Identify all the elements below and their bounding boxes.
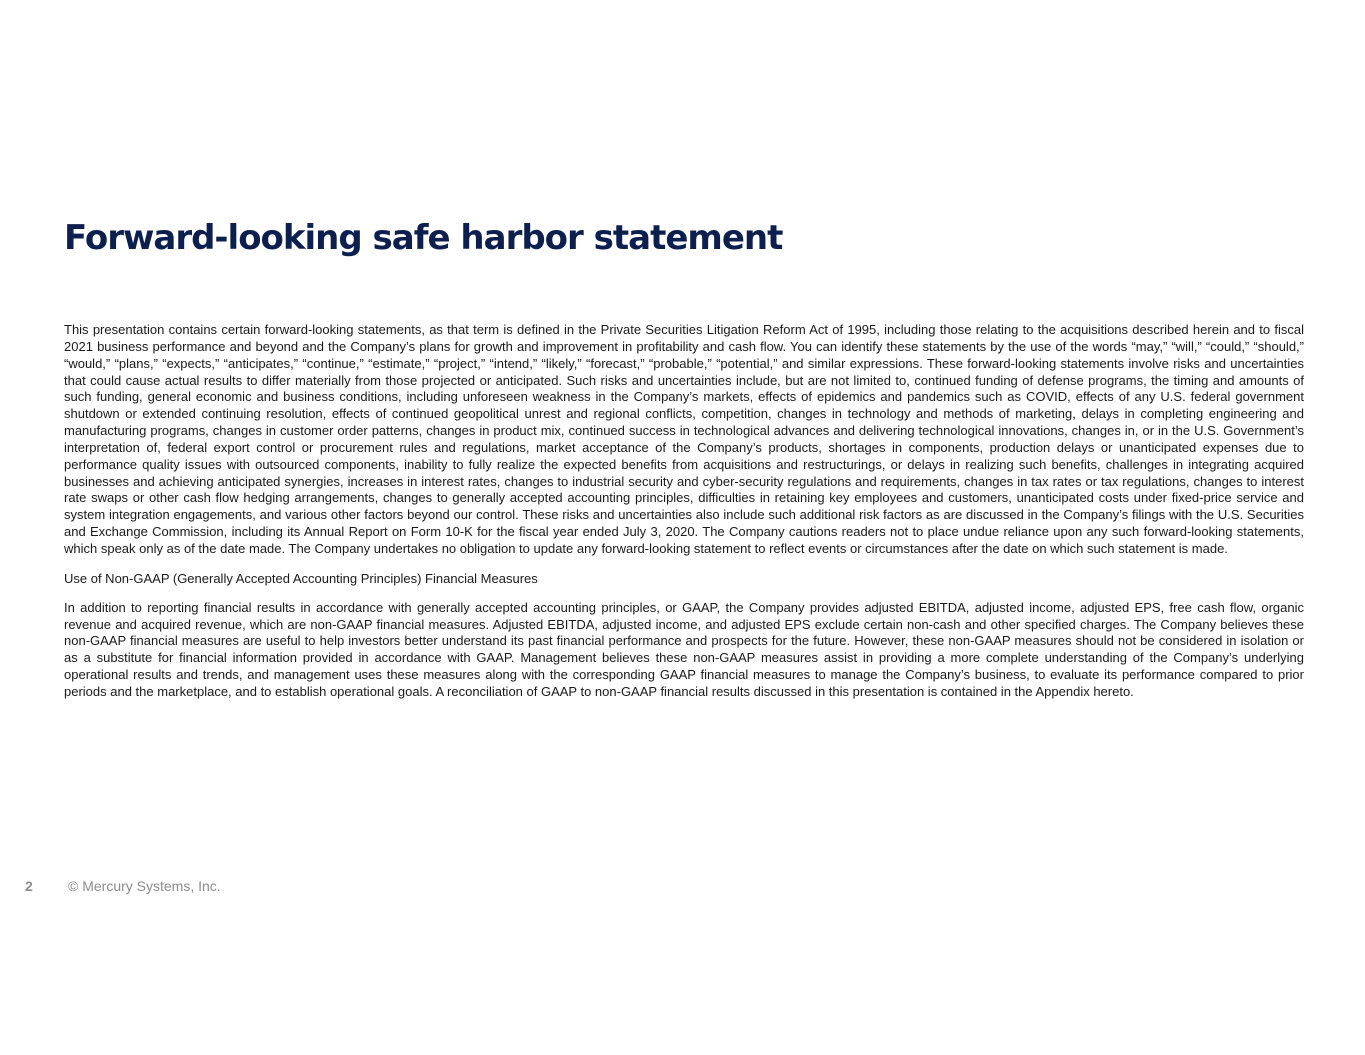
non-gaap-subheading: Use of Non-GAAP (Generally Accepted Accounting Principles) Financial Measures [64, 570, 538, 586]
copyright-notice: © Mercury Systems, Inc. [68, 878, 221, 894]
page-number: 2 [25, 878, 33, 894]
slide-body [64, 322, 1304, 714]
non-gaap-paragraph: In addition to reporting financial results in accordance with generally accepted accounting principles, or GAAP, the Company provides adjusted EBITDA, adjusted income, adjusted EPS, free cash flow, organic revenue and acquired revenue, which are non-GAAP financial measures. Adjusted EBITDA, adjusted income, and adjusted EPS exclude certain non-cash and other specified charges. The Company believes these non-GAAP financial measures are useful to help investors better understand its past financial performance and prospects for the future. However, these non-GAAP measures should not be considered in isolation or as a substitute for financial information provided in accordance with GAAP. Management believes these non-GAAP measures assist in providing a more complete understanding of the Company’s underlying operational results and trends, and management uses these measures along with the corresponding GAAP financial measures to manage the Company’s business, to evaluate its performance compared to prior periods and the marketplace, and to establish operational goals. A reconciliation of GAAP to non-GAAP financial results discussed in this presentation is contained in the Appendix hereto. [64, 599, 1304, 699]
safe-harbor-paragraph: This presentation contains certain forward-looking statements, as that term is defined in the Private Securities Litigation Reform Act of 1995, including those relating to the acquisitions described herein and to fiscal 2021 business performance and beyond and the Company’s plans for growth and improvement in profitability and cash flow. You can identify these statements by the use of the words “may,” “will,” “could,” “should,” “would,” “plans,” “expects,” “anticipates,” “continue,” “estimate,” “project,” “intend,” “likely,” “forecast,” “probable,” “potential,” and similar expressions. These forward-looking statements involve risks and uncertainties that could cause actual results to differ materially from those projected or anticipated. Such risks and uncertainties include, but are not limited to, continued funding of defense programs, the timing and amounts of such funding, general economic and business conditions, including unforeseen weakness in the Company’s markets, effects of epidemics and pandemics such as COVID, effects of any U.S. federal government shutdown or extended continuing resolution, effects of continued geopolitical unrest and regional conflicts, competition, changes in technology and methods of marketing, delays in completing engineering and manufacturing programs, changes in customer order patterns, changes in product mix, continued success in technological advances and delivering technological innovations, changes in, or in the U.S. Government’s interpretation of, federal export control or procurement rules and regulations, market acceptance of the Company’s products, shortages in components, production delays or unanticipated expenses due to performance quality issues with outsourced components, inability to fully realize the expected benefits from acquisitions and restructurings, or delays in realizing such benefits, challenges in integrating acquired businesses and achieving anticipated synergies, increases in interest rates, changes to industrial security and cyber-security regulations and requirements, changes in tax rates or tax regulations, changes to interest rate swaps or other cash flow hedging arrangements, changes to generally accepted accounting principles, difficulties in retaining key employees and customers, unanticipated costs under fixed-price service and system integration engagements, and various other factors beyond our control. These risks and uncertainties also include such additional risk factors as are discussed in the Company’s filings with the U.S. Securities and Exchange Commission, including its Annual Report on Form 10-K for the fiscal year ended July 3, 2020. The Company cautions readers not to place undue reliance upon any such forward-looking statements, which speak only as of the date made. The Company undertakes no obligation to update any forward-looking statement to reflect events or circumstances after the date on which such statement is made. [64, 322, 1304, 556]
slide-title: Forward-looking safe harbor statement [64, 218, 783, 258]
